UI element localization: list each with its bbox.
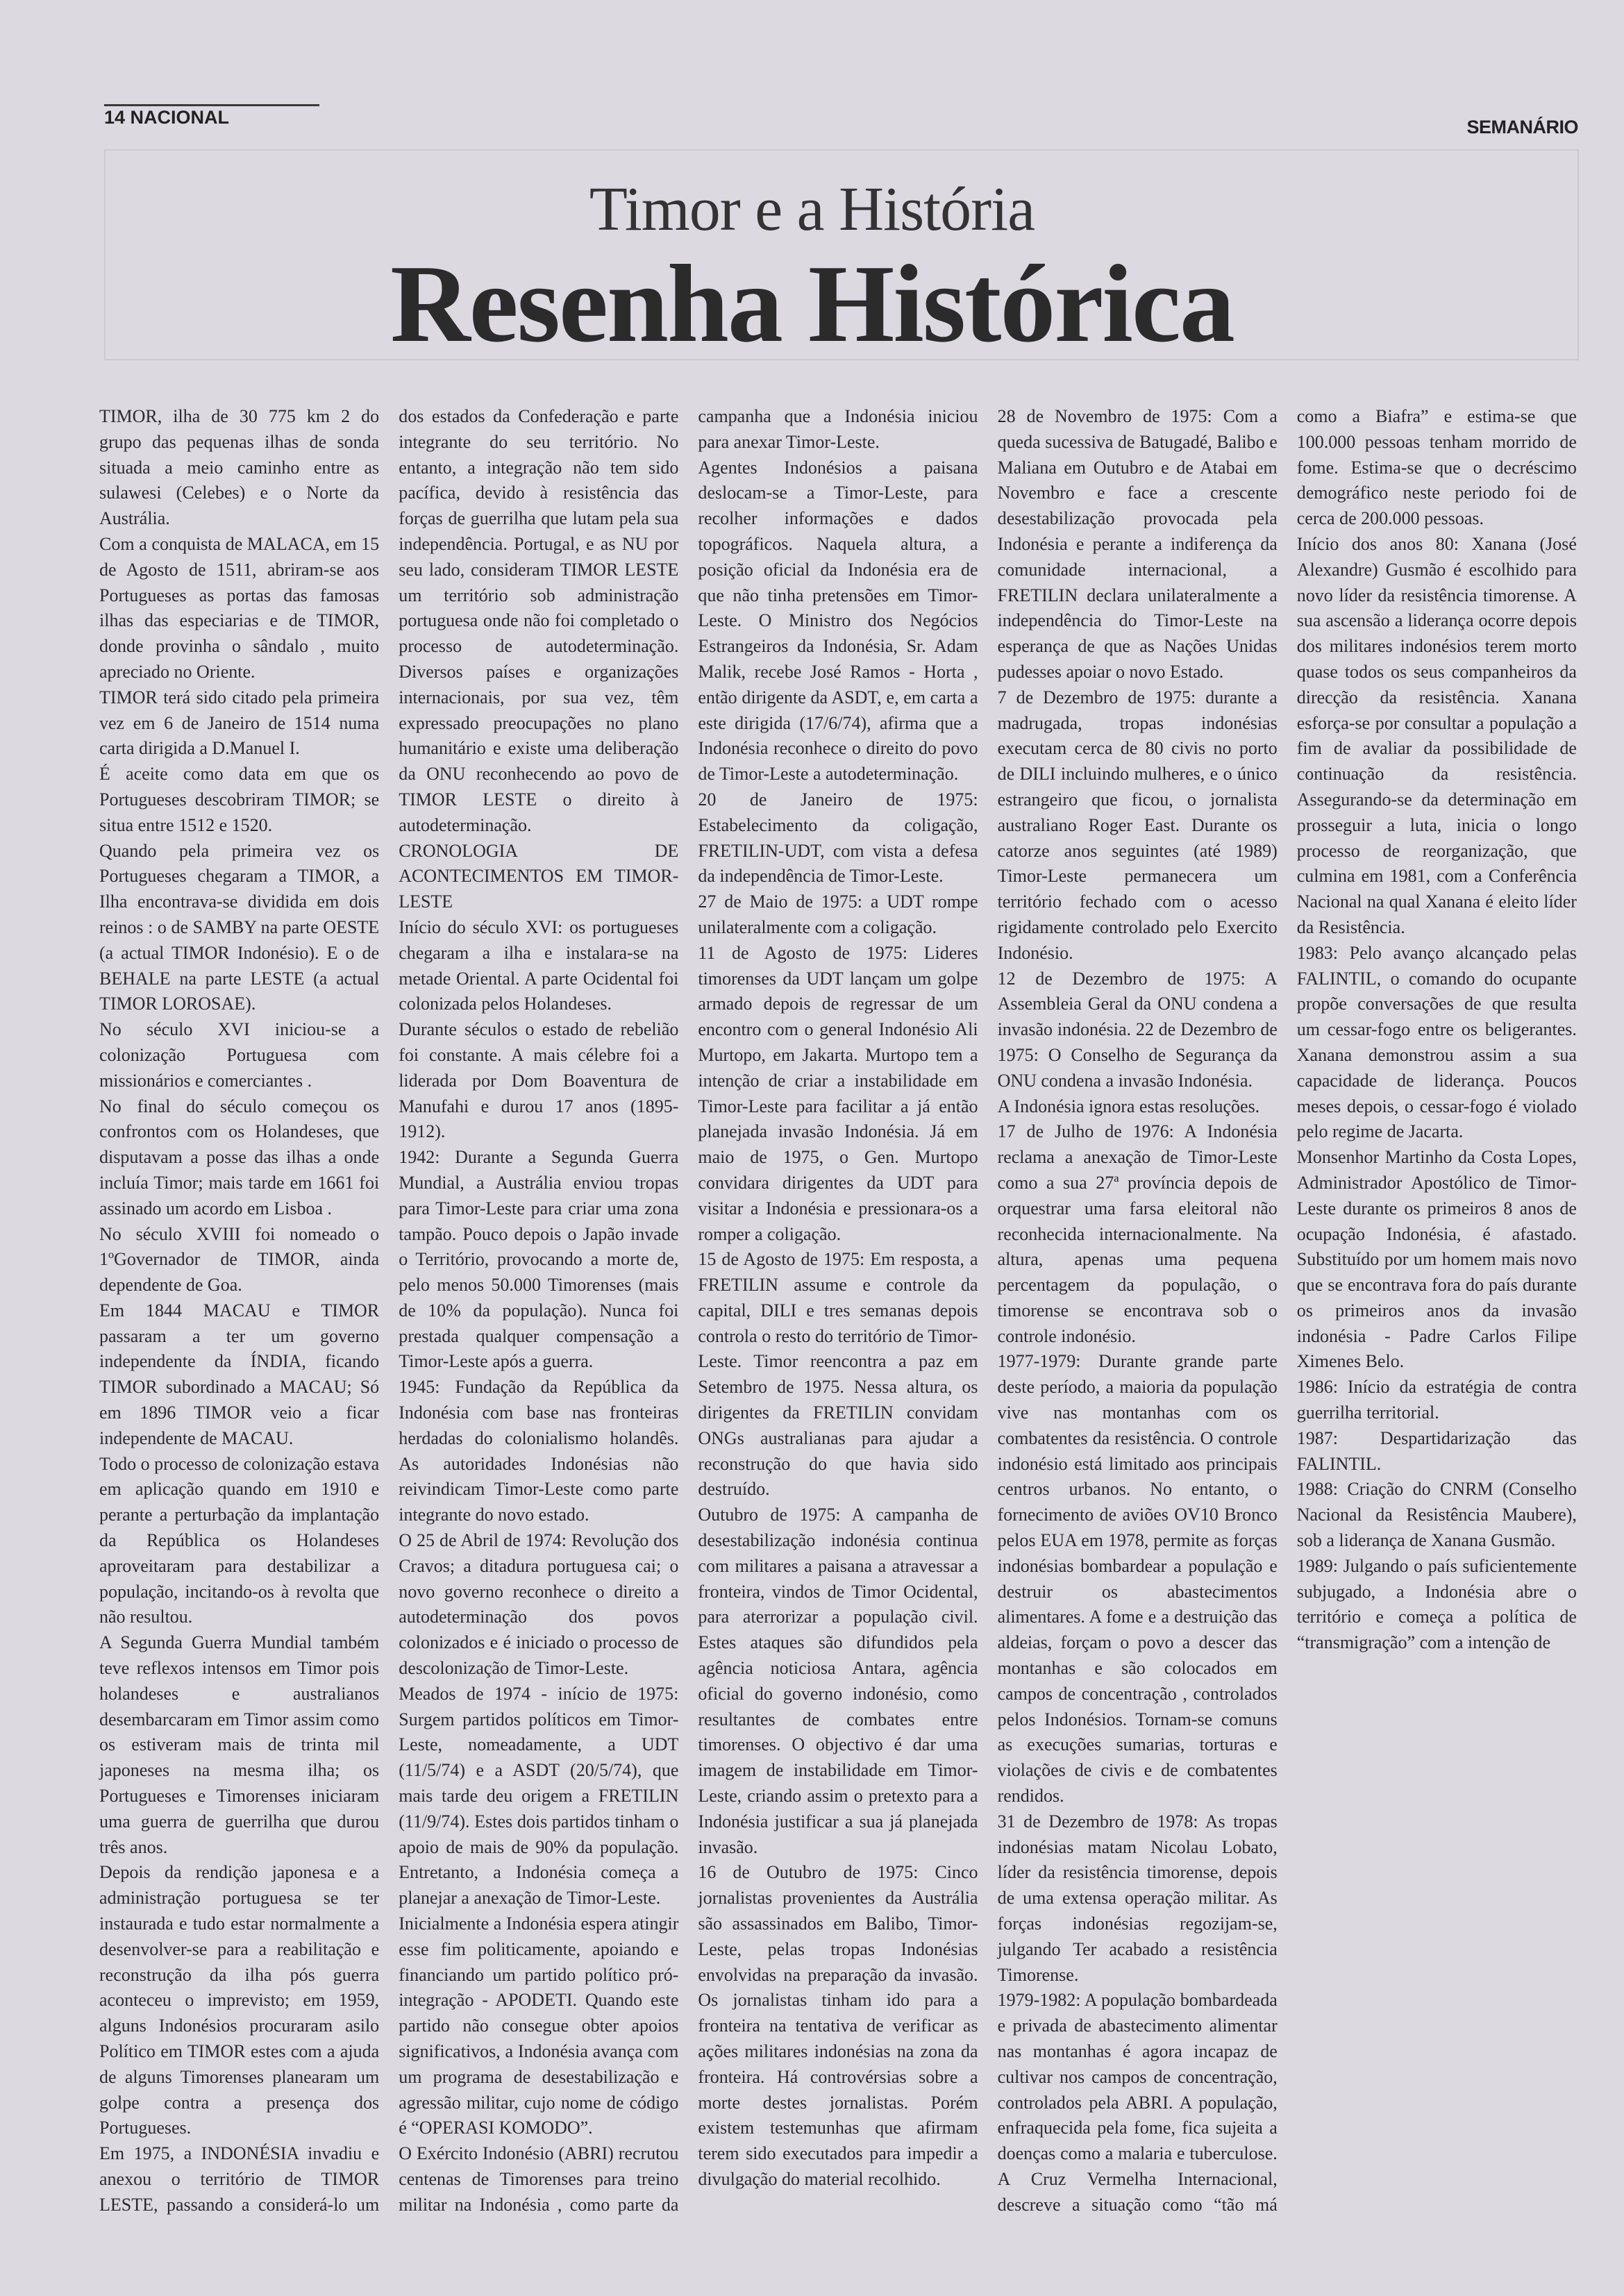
article-paragraph: 28 de Novembro de 1975: Com a queda sucessiva de Batugadé, Balibo e Maliana em Outubro e de Atabai em Novembro e face a crescente desestabilização provocada pela Indonésia e perante a indiferença da comunidade internacional, a FRETILIN declara unilateralmente a independência do Timor-Leste na esperança de que as Nações Unidas pudesses apoiar o novo Estado. [997, 406, 1278, 682]
article-paragraph: 27 de Maio de 1975: a UDT rompe unilateralmente com a coligação. [698, 891, 978, 937]
article-paragraph: Monsenhor Martinho da Costa Lopes, Administrador Apostólico de Timor-Leste durante os primeiros 8 anos de ocupação Indonésia, é afastado. Substituído por um homem mais novo que se encontrava fora do país durante os primeiros anos da invasão indonésia - Padre Carlos Filipe Ximenes Belo. [1296, 1147, 1577, 1372]
article-paragraph: Depois da rendição japonesa e a administração portuguesa se ter instaurada e tudo estar normalmente a desenvolver-se para a reabilitação e reconstrução da ilha pós guerra aconteceu o imprevisto; em 1959, alguns Indonésios procuraram asilo Político em TIMOR estes com a ajuda de alguns Timorenses planearam um golpe contra a presença dos Portugueses. [99, 1862, 380, 2138]
article-paragraph: 11 de Agosto de 1975: Lideres timorenses da UDT lançam um golpe armado depois de regressar de um encontro com o general Indonésio Ali Murtopo, em Jakarta. Murtopo tem a intenção de criar a instabilidade em Timor-Leste para facilitar a já então planejada invasão Indonésia. Já em maio de 1975, o Gen. Murtopo convidara dirigentes da UDT para visitar a Indonésia e pressionara-os a romper a coligação. [698, 942, 978, 1244]
article-paragraph: Inicialmente a Indonésia espera atingir esse fim politicamente, apoiando e financiando um partido político pró-integração - APODETI. Quando este partido não consegue obter apoios significativos, a Indonésia avança com um programa de desestabilização e agressão militar, cujo nome de código é “OPERASI KOMODO”. [399, 1913, 679, 2138]
article-paragraph: O Exército Indonésio (ABRI) recrutou centenas de Timorenses para treino militar na Indonésia , como parte da campanha que a Indonésia iniciou para anexar Timor-Leste. [399, 406, 978, 2215]
article-paragraph: 20 de Janeiro de 1975: Estabelecimento da coligação, FRETILIN-UDT, com vista a defesa da independência de Timor-Leste. [698, 789, 978, 887]
article-paragraph: Início do século XVI: os portugueses chegaram a ilha e instalara-se na metade Oriental. A parte Ocidental foi colonizada pelos Holandeses. [399, 916, 679, 1014]
article-kicker: Timor e a História [589, 175, 1035, 244]
article-paragraph: 17 de Julho de 1976: A Indonésia reclama a anexação de Timor-Leste como a sua 27ª província depois de orquestrar uma farsa eleitoral não reconhecida internacionalmente. Na altura, apenas uma pequena percentagem da população, o timorense se encontrava sob o controle indonésio. [997, 1121, 1278, 1346]
article-body [99, 404, 1577, 2223]
article-paragraph: 1989: Julgando o país suficientemente subjugado, a Indonésia abre o território e começa a política de “transmigração” com a intenção de [1296, 1555, 1577, 1653]
article-paragraph: Outubro de 1975: A campanha de desestabilização indonésia continua com militares a paisana a atravessar a fronteira, vindos de Timor Ocidental, para aterrorizar a população civil. Estes ataques são difundidos pela agência noticiosa Antara, agência oficial do governo indonésio, como resultantes de combates entre timorenses. O objectivo é dar uma imagem de instabilidade em Timor-Leste, criando assim o pretexto para a Indonésia justificar a sua já planejada invasão. [698, 1505, 978, 1857]
article-paragraph: TIMOR terá sido citado pela primeira vez em 6 de Janeiro de 1514 numa carta dirigida a D.Manuel I. [99, 687, 380, 759]
article-paragraph: No final do século começou os confrontos com os Holandeses, que disputavam a posse das ilhas a onde incluía Timor; mais tarde em 1661 foi assinado um acordo em Lisboa . [99, 1096, 380, 1218]
article-paragraph: Meados de 1974 - início de 1975: Surgem partidos políticos em Timor-Leste, nomeadamente, a UDT (11/5/74) e a ASDT (20/5/74), que mais tarde deu origem a FRETILIN (11/9/74). Estes dois partidos tinham o apoio de mais de 90% da população. Entretanto, a Indonésia começa a planejar a anexação de Timor-Leste. [399, 1683, 679, 1909]
article-paragraph: 1983: Pelo avanço alcançado pelas FALINTIL, o comando do ocupante propõe conversações de que resulta um cessar-fogo entre os beligerantes. Xanana demonstrou assim a sua capacidade de liderança. Poucos meses depois, o cessar-fogo é violado pelo regime de Jacarta. [1296, 942, 1577, 1142]
article-paragraph: Início dos anos 80: Xanana (José Alexandre) Gusmão é escolhido para novo líder da resistência timorense. A sua ascensão a liderança ocorre depois dos militares indonésios terem morto quase todos os seus companheiros da direcção da resistência. Xanana esforça-se por consultar a população a fim de avaliar da possibilidade de continuação da resistência. Assegurando-se da determinação em prosseguir a luta, inicia o longo processo de reorganização, que culmina em 1981, com a Conferência Nacional na qual Xanana é eleito líder da Resistência. [1296, 533, 1577, 937]
article-paragraph: Com a conquista de MALACA, em 15 de Agosto de 1511, abriram-se aos Portugueses as portas das famosas ilhas das especiarias e de TIMOR, donde provinha o sândalo , muito apreciado no Oriente. [99, 533, 380, 682]
article-paragraph: No século XVIII foi nomeado o 1ºGovernador de TIMOR, ainda dependente de Goa. [99, 1223, 380, 1296]
article-paragraph: 1942: Durante a Segunda Guerra Mundial, a Austrália enviou tropas para Timor-Leste para criar uma zona tampão. Pouco depois o Japão invade o Território, provocando a morte de, pelo menos 50.000 Timorenses (mais de 10% da população). Nunca foi prestada qualquer compensação a Timor-Leste após a guerra. [399, 1147, 679, 1372]
article-paragraph: 1987: Despartidarização das FALINTIL. [1296, 1427, 1577, 1474]
article-paragraph: Todo o processo de colonização estava em aplicação quando em 1910 e perante a perturbação da implantação da República os Holandeses aproveitaram para destabilizar a população, incitando-os à revolta que não resultou. [99, 1453, 380, 1627]
article-paragraph: 1979-1982: A população bombardeada e privada de abastecimento alimentar nas montanhas é agora incapaz de cultivar nos campos de concentração, controlados pela ABRI. A população, enfraquecida pela fome, fica sujeita a doenças como a malaria e tuberculose. A Cruz Vermelha Internacional, descreve a situação como “tão má como a Biafra” e estima-se que 100.000 pessoas tenham morrido de fome. Estima-se que o decréscimo demográfico neste periodo foi de cerca de 200.000 pessoas. [997, 406, 1577, 2215]
article-paragraph: Quando pela primeira vez os Portugueses chegaram a TIMOR, a Ilha encontrava-se dividida em dois reinos : o de SAMBY na parte OESTE (a actual TIMOR Indonésio). E o de BEHALE na parte LESTE (a actual TIMOR LOROSAE). [99, 840, 380, 1014]
article-paragraph: A Segunda Guerra Mundial também teve reflexos intensos em Timor pois holandeses e australianos desembarcaram em Timor assim como os estiveram mais de trinta mil japoneses na mesma ilha; os Portugueses e Timorenses iniciaram uma guerra de guerrilha que durou três anos. [99, 1632, 380, 1857]
article-paragraph: 31 de Dezembro de 1978: As tropas indonésias matam Nicolau Lobato, líder da resistência timorense, depois de uma extensa operação militar. As forças indonésias regozijam-se, julgando Ter acabado a resistência Timorense. [997, 1811, 1278, 1985]
article-paragraph: 1988: Criação do CNRM (Conselho Nacional da Resistência Maubere), sob a liderança de Xanana Gusmão. [1296, 1479, 1577, 1551]
article-paragraph: 7 de Dezembro de 1975: durante a madrugada, tropas indonésias executam cerca de 80 civis no porto de DILI incluindo mulheres, e o único estrangeiro que ficou, o jornalista australiano Roger East. Durante os catorze anos seguintes (até 1989) Timor-Leste permanecera um território fechado com o acesso rigidamente controlado pelo Exercito Indonésio. [997, 687, 1278, 963]
article-headline: Resenha Histórica [390, 242, 1234, 365]
header-rule [104, 104, 319, 106]
article-paragraph: É aceite como data em que os Portugueses descobriram TIMOR; se situa entre 1512 e 1520. [99, 764, 380, 835]
article-paragraph: Em 1844 MACAU e TIMOR passaram a ter um governo independente da ÍNDIA, ficando TIMOR subordinado a MACAU; Só em 1896 TIMOR veio a ficar independente de MACAU. [99, 1300, 380, 1448]
article-paragraph: Agentes Indonésios a paisana deslocam-se a Timor-Leste, para recolher informações e dados topográficos. Naquela altura, a posição oficial da Indonésia era de que não tinha pretensões em Timor-Leste. O Ministro dos Negócios Estrangeiros da Indonésia, Sr. Adam Malik, recebe José Ramos - Horta , então dirigente da ASDT, e, em carta a este dirigida (17/6/74), afirma que a Indonésia reconhece o direito do povo de Timor-Leste a autodeterminação. [698, 457, 978, 785]
article-paragraph: CRONOLOGIA DE ACONTECIMENTOS EM TIMOR-LESTE [399, 840, 679, 912]
article-paragraph: 16 de Outubro de 1975: Cinco jornalistas provenientes da Austrália são assassinados em Balibo, Timor-Leste, pelas tropas Indonésias envolvidas na preparação da invasão. Os jornalistas tinham ido para a fronteira na tentativa de verificar as ações militares indonésias na zona da fronteira. Há controvérsias sobre a morte destes jornalistas. Porém existem testemunhas que afirmam terem sido executados para impedir a divulgação do material recolhido. [698, 1862, 978, 2189]
article-paragraph: Durante séculos o estado de rebelião foi constante. A mais célebre foi a liderada por Dom Boaventura de Manufahi e durou 17 anos (1895-1912). [399, 1019, 679, 1142]
article-paragraph: 12 de Dezembro de 1975: A Assembleia Geral da ONU condena a invasão indonésia. 22 de Dezembro de 1975: O Conselho de Segurança da ONU condena a invasão Indonésia. [997, 968, 1278, 1091]
article-paragraph: Em 1975, a INDONÉSIA invadiu e anexou o território de TIMOR LESTE, passando a considerá-lo um dos estados da Confederação e parte integrante do seu território. No entanto, a integração não tem sido pacífica, devido à resistência das forças de guerrilha que lutam pela sua independência. Portugal, e as NU por seu lado, consideram TIMOR LESTE um território sob administração portuguesa onde não foi completado o processo de autodeterminação. Diversos países e organizações internacionais, por sua vez, têm expressado preocupações no plano humanitário e existe uma deliberação da ONU reconhecendo ao povo de TIMOR LESTE o direito à autodeterminação. [99, 406, 679, 2215]
article-paragraph: O 25 de Abril de 1974: Revolução dos Cravos; a ditadura portuguesa cai; o novo governo reconhece o direito a autodeterminação dos povos colonizados e é iniciado o processo de descolonização de Timor-Leste. [399, 1530, 679, 1679]
publication-name: SEMANÁRIO [1466, 117, 1578, 137]
article-paragraph: 1977-1979: Durante grande parte deste período, a maioria da população vive nas montanhas com os combatentes da resistência. O controle indonésio está limitado aos principais centros urbanos. No entanto, o fornecimento de aviões OV10 Bronco pelos EUA em 1978, permite as forças indonésias bombardear a população e destruir os abastecimentos alimentares. A fome e a destruição das aldeias, forçam o povo a descer das montanhas e são colocados em campos de concentração , controlados pelos Indonésios. Tornam-se comuns as execuções sumarias, torturas e violações de civis e de combatentes rendidos. [997, 1351, 1278, 1807]
article-paragraph: No século XVI iniciou-se a colonização Portuguesa com missionários e comerciantes . [99, 1019, 380, 1091]
article-paragraph: 15 de Agosto de 1975: Em resposta, a FRETILIN assume e controle da capital, DILI e tres semanas depois controla o resto do território de Timor-Leste. Timor reencontra a paz em Setembro de 1975. Nessa altura, os dirigentes da FRETILIN convidam ONGs australianas para ajudar a reconstrução do que havia sido destruído. [698, 1249, 978, 1500]
article-paragraph: 1986: Início da estratégia de contra guerrilha territorial. [1296, 1377, 1577, 1423]
page-section-label: 14 NACIONAL [104, 107, 230, 128]
article-paragraph: 1945: Fundação da República da Indonésia com base nas fronteiras herdadas do colonialismo holandês. As autoridades Indonésias não reivindicam Timor-Leste como parte integrante do novo estado. [399, 1377, 679, 1525]
article-paragraph: A Indonésia ignora estas resoluções. [997, 1096, 1260, 1116]
article-paragraph: TIMOR, ilha de 30 775 km 2 do grupo das pequenas ilhas de sonda situada a meio caminho entre as sulawesi (Celebes) e o Norte da Austrália. [99, 406, 380, 529]
